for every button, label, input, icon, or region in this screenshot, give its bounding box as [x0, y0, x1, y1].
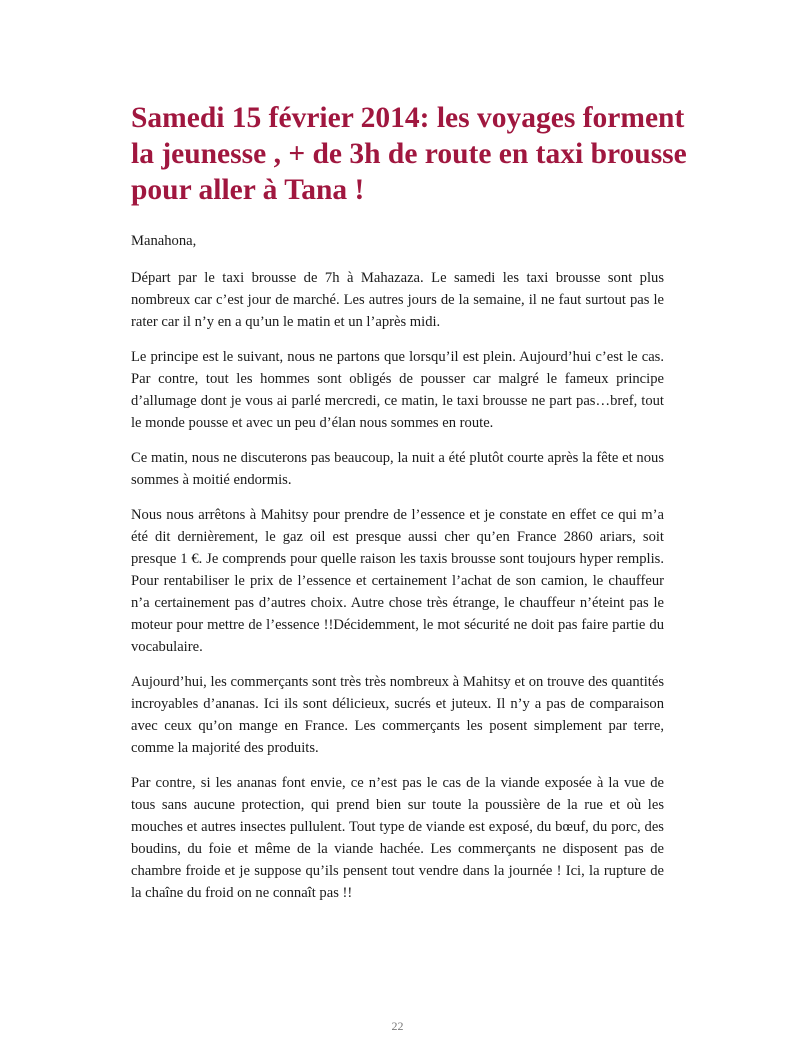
article-body — [131, 230, 664, 917]
paragraph-5: Aujourd’hui, les commerçants sont très très nombreux à Mahitsy et on trouve des quantités incroyables d’ananas. Ici ils sont délicieux, sucrés et juteux. Il n’y a pas de comparaison avec ceux qu’on mange en France. Les commerçants les posent simplement par terre, comme la majorité des produits. — [131, 674, 664, 756]
paragraph-6: Par contre, si les ananas font envie, ce n’est pas le cas de la viande exposée à la vue de tous sans aucune protection, qui prend bien sur toute la poussière de la rue et où les mouches et autres insectes pullulent. Tout type de viande est exposé, du bœuf, du porc, des boudins, du foie et même de la viande hachée. Les commerçants ne disposent pas de chambre froide et je suppose qu’ils pensent tout vendre dans la journée ! Ici, la rupture de la chaîne du froid on ne connaît pas !! — [131, 775, 664, 901]
paragraph-2: Le principe est le suivant, nous ne partons que lorsqu’il est plein. Aujourd’hui c’est le cas. Par contre, tout les hommes sont obligés de pousser car malgré le fameux principe d’allumage dont je vous ai parlé mercredi, ce matin, le taxi brousse ne part pas…bref, tout le monde pousse et avec un peu d’élan nous sommes en route. — [131, 349, 664, 431]
paragraph-1: Départ par le taxi brousse de 7h à Mahazaza. Le samedi les taxi brousse sont plus nombreux car c’est jour de marché. Les autres jours de la semaine, il ne faut surtout pas le rater car il n’y en a qu’un le matin et un l’après midi. — [131, 270, 664, 330]
paragraph-3: Ce matin, nous ne discuterons pas beaucoup, la nuit a été plutôt courte après la fête et nous sommes à moitié endormis. — [131, 450, 664, 488]
page-number: 22 — [391, 1019, 404, 1033]
greeting: Manahona, — [131, 233, 197, 249]
page-title: Samedi 15 février 2014: les voyages forment la jeunesse , + de 3h de route en taxi brousse pour aller à Tana ! — [131, 102, 687, 206]
paragraph-4: Nous nous arrêtons à Mahitsy pour prendre de l’essence et je constate en effet ce qui m’a été dit dernièrement, le gaz oil est presque aussi cher qu’en France 2860 ariars, soit presque 1 €. Je comprends pour quelle raison les taxis brousse sont toujours hyper remplis. Pour rentabiliser le prix de l’essence et certainement l’achat de son camion, le chauffeur n’a certainement pas d’autres choix. Autre chose très étrange, le chauffeur n’éteint pas le moteur pour mettre de l’essence !!Décidemment, le mot sécurité ne doit pas faire partie du vocabulaire. — [131, 507, 664, 655]
